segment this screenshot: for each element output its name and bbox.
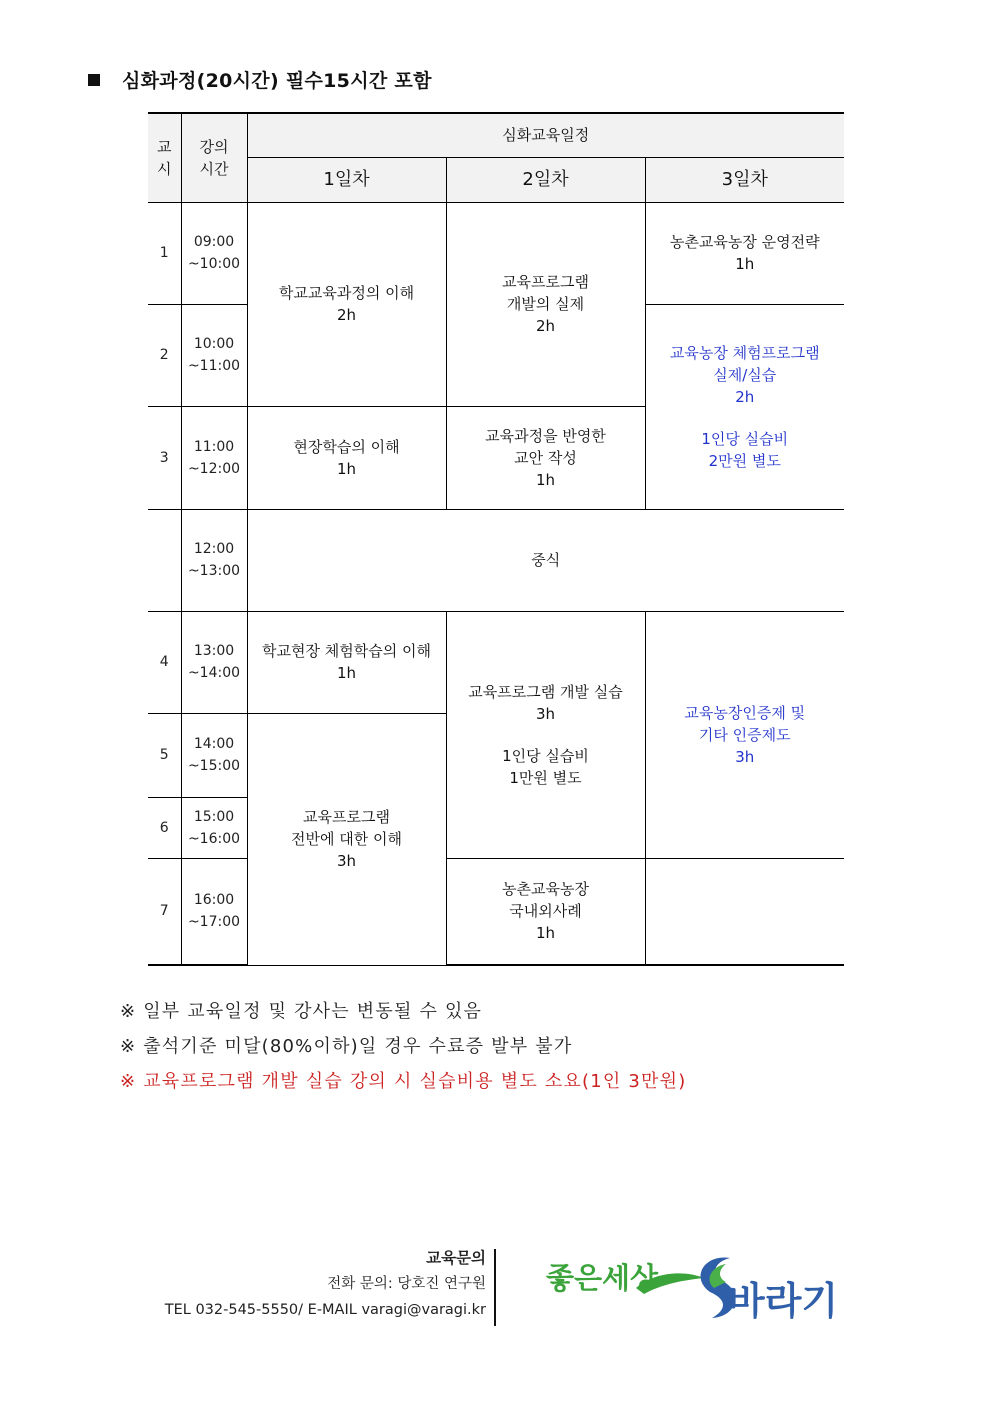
schedule-table: [148, 112, 844, 966]
session-experience-program: 교육농장 체험프로그램 실제/실습 2h 1인당 실습비 2만원 별도: [645, 304, 844, 509]
period-cell: 2: [148, 304, 181, 406]
header-time: 강의 시간: [181, 113, 247, 202]
contact-tel-email: TEL 032-545-5550/ E-MAIL varagi@varagi.kr: [164, 1302, 486, 1318]
note-item-warning: ※ 교육프로그램 개발 실습 강의 시 실습비용 별도 소요(1인 3만원): [120, 1071, 687, 1092]
time-cell: 10:00 ~11:00: [181, 304, 247, 406]
session-program-practice: 교육프로그램 개발 실습 3h 1인당 실습비 1만원 별도: [446, 611, 645, 858]
session-school-curriculum: 학교교육과정의 이해 2h: [247, 202, 446, 406]
note-item: ※ 출석기준 미달(80%이하)일 경우 수료증 발부 불가: [120, 1036, 573, 1057]
period-cell: 4: [148, 611, 181, 713]
time-cell: 14:00 ~15:00: [181, 713, 247, 797]
header-day3: 3일차: [645, 157, 844, 202]
note-item: ※ 일부 교육일정 및 강사는 변동될 수 있음: [120, 1001, 483, 1022]
header-schedule: 심화교육일정: [247, 113, 844, 157]
notes: [120, 998, 686, 1103]
period-cell: 5: [148, 713, 181, 797]
time-cell: 12:00 ~13:00: [181, 509, 247, 611]
lunch-cell: 중식: [247, 509, 844, 611]
time-cell: 09:00 ~10:00: [181, 202, 247, 304]
empty-cell: [645, 858, 844, 965]
session-lesson-plan: 교육과정을 반영한 교안 작성 1h: [446, 406, 645, 509]
session-operation-strategy: 농촌교육농장 운영전략 1h: [645, 202, 844, 304]
heading-text: 심화과정(20시간) 필수15시간 포함: [122, 70, 432, 92]
session-certification: 교육농장인증제 및 기타 인증제도 3h: [645, 611, 844, 858]
time-cell: 13:00 ~14:00: [181, 611, 247, 713]
period-cell: 6: [148, 797, 181, 858]
varagi-logo: [544, 1248, 856, 1324]
period-cell: 7: [148, 858, 181, 965]
header-day2: 2일차: [446, 157, 645, 202]
session-program-development: 교육프로그램 개발의 실제 2h: [446, 202, 645, 406]
header-day1: 1일차: [247, 157, 446, 202]
period-cell: [148, 509, 181, 611]
session-field-learning: 현장학습의 이해 1h: [247, 406, 446, 509]
period-cell: 3: [148, 406, 181, 509]
divider-line: [494, 1249, 496, 1326]
contact-title: 교육문의: [426, 1249, 486, 1267]
session-school-field-experience: 학교현장 체험학습의 이해 1h: [247, 611, 446, 713]
header-period: 교 시: [148, 113, 181, 202]
contact-info: [165, 1245, 486, 1323]
logo-text-left: 좋은세상: [546, 1261, 659, 1295]
section-heading: [88, 66, 432, 93]
period-cell: 1: [148, 202, 181, 304]
logo-text-right: 바라기: [728, 1279, 839, 1323]
contact-phone: 전화 문의: 당호진 연구원: [327, 1276, 486, 1292]
time-cell: 15:00 ~16:00: [181, 797, 247, 858]
square-bullet-icon: [88, 74, 100, 86]
session-domestic-foreign-cases: 농촌교육농장 국내외사례 1h: [446, 858, 645, 965]
time-cell: 16:00 ~17:00: [181, 858, 247, 965]
session-program-overview: 교육프로그램 전반에 대한 이해 3h: [247, 713, 446, 965]
time-cell: 11:00 ~12:00: [181, 406, 247, 509]
